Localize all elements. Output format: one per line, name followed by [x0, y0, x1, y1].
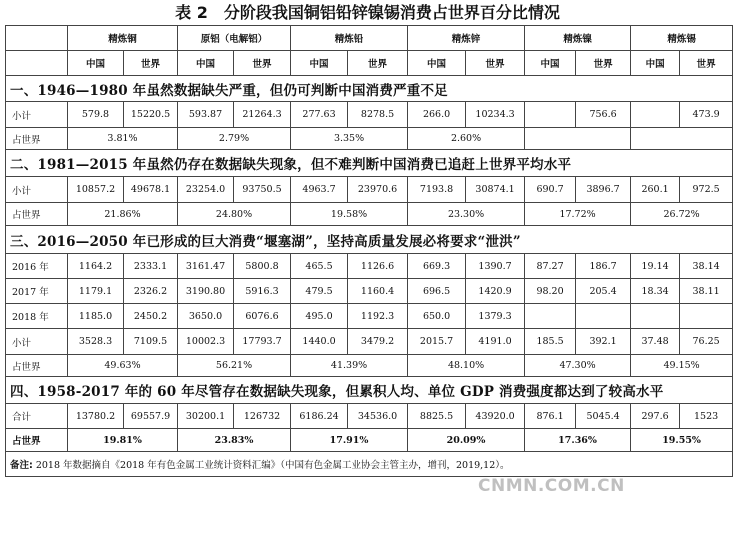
data-cell: 126732 [234, 404, 291, 429]
data-cell: 4191.0 [466, 329, 525, 355]
china-header: 中国 [68, 51, 124, 76]
china-header: 中国 [178, 51, 234, 76]
section-title-row [6, 150, 733, 177]
data-cell: 1192.3 [348, 304, 408, 329]
data-cell: 3190.80 [178, 279, 234, 304]
data-cell: 8278.5 [348, 102, 408, 128]
data-cell [631, 304, 680, 329]
data-cell: 30874.1 [466, 177, 525, 203]
data-cell: 3896.7 [576, 177, 631, 203]
metal-header: 原铝（电解铝） [178, 26, 291, 51]
data-cell: 2326.2 [124, 279, 178, 304]
data-cell: 479.5 [291, 279, 348, 304]
share-cell: 17.91% [291, 429, 408, 452]
subtotal-row [6, 177, 733, 203]
data-cell: 690.7 [525, 177, 576, 203]
share-row [6, 203, 733, 226]
share-cell: 20.09% [408, 429, 525, 452]
china-header: 中国 [525, 51, 576, 76]
note-text: 2018 年数据摘自《2018 年有色金属工业统计资料汇编》（中国有色金属工业协会主管主办，增刊，2019,12）。 [35, 460, 510, 471]
data-cell: 34536.0 [348, 404, 408, 429]
data-cell: 76.25 [680, 329, 733, 355]
subtotal-row [6, 102, 733, 128]
data-cell: 10234.3 [466, 102, 525, 128]
share-label: 占世界 [6, 203, 68, 226]
data-cell: 260.1 [631, 177, 680, 203]
data-cell: 2450.2 [124, 304, 178, 329]
share-cell: 19.58% [291, 203, 408, 226]
data-cell: 13780.2 [68, 404, 124, 429]
data-cell: 650.0 [408, 304, 466, 329]
share-cell: 19.55% [631, 429, 733, 452]
share-cell: 56.21% [178, 355, 291, 377]
data-cell: 277.63 [291, 102, 348, 128]
share-cell: 49.15% [631, 355, 733, 377]
year-row [6, 279, 733, 304]
data-cell: 266.0 [408, 102, 466, 128]
world-header: 世界 [466, 51, 525, 76]
share-cell [631, 128, 733, 150]
data-cell: 3479.2 [348, 329, 408, 355]
note-row [6, 452, 733, 477]
china-header: 中国 [631, 51, 680, 76]
data-cell: 696.5 [408, 279, 466, 304]
data-cell: 1379.3 [466, 304, 525, 329]
data-cell: 19.14 [631, 254, 680, 279]
world-header: 世界 [234, 51, 291, 76]
data-cell [631, 102, 680, 128]
data-cell: 43920.0 [466, 404, 525, 429]
data-cell: 93750.5 [234, 177, 291, 203]
section-title: 三、2016—2050 年已形成的巨大消费“堰塞湖”，坚持高质量发展必将要求“泄洪” [6, 226, 733, 254]
data-cell: 23254.0 [178, 177, 234, 203]
share-cell: 48.10% [408, 355, 525, 377]
section-title: 二、1981—2015 年虽然仍存在数据缺失现象，但不难判断中国消费已追赶上世界平均水平 [6, 150, 733, 177]
header-row-metals [6, 26, 733, 51]
data-cell: 2333.1 [124, 254, 178, 279]
share-cell: 23.83% [178, 429, 291, 452]
note-label: 备注: [10, 460, 33, 471]
data-cell: 10857.2 [68, 177, 124, 203]
data-cell: 593.87 [178, 102, 234, 128]
metal-header: 精炼锡 [631, 26, 733, 51]
data-cell: 5045.4 [576, 404, 631, 429]
data-cell: 1179.1 [68, 279, 124, 304]
total-row [6, 404, 733, 429]
china-header: 中国 [408, 51, 466, 76]
row-label: 2018 年 [6, 304, 68, 329]
corner-cell [6, 51, 68, 76]
share-cell: 17.36% [525, 429, 631, 452]
data-cell: 23970.6 [348, 177, 408, 203]
data-cell [680, 304, 733, 329]
share-cell: 2.79% [178, 128, 291, 150]
note-cell [6, 452, 733, 477]
china-header: 中国 [291, 51, 348, 76]
data-cell: 87.27 [525, 254, 576, 279]
data-cell: 17793.7 [234, 329, 291, 355]
share-row [6, 355, 733, 377]
data-cell [525, 102, 576, 128]
data-cell: 1523 [680, 404, 733, 429]
subtotal-row [6, 329, 733, 355]
metal-header: 精炼铅 [291, 26, 408, 51]
data-cell: 4963.7 [291, 177, 348, 203]
data-cell: 185.5 [525, 329, 576, 355]
data-cell: 98.20 [525, 279, 576, 304]
data-cell: 876.1 [525, 404, 576, 429]
data-cell: 1160.4 [348, 279, 408, 304]
data-cell: 21264.3 [234, 102, 291, 128]
data-cell: 205.4 [576, 279, 631, 304]
world-header: 世界 [348, 51, 408, 76]
data-cell: 669.3 [408, 254, 466, 279]
share-cell: 23.30% [408, 203, 525, 226]
row-label: 小计 [6, 177, 68, 203]
data-cell: 38.14 [680, 254, 733, 279]
metal-header: 精炼铜 [68, 26, 178, 51]
data-cell: 6186.24 [291, 404, 348, 429]
data-cell: 465.5 [291, 254, 348, 279]
share-cell: 3.35% [291, 128, 408, 150]
share-cell: 26.72% [631, 203, 733, 226]
row-label: 2017 年 [6, 279, 68, 304]
share-cell [525, 128, 631, 150]
share-cell: 2.60% [408, 128, 525, 150]
world-header: 世界 [680, 51, 733, 76]
data-cell: 473.9 [680, 102, 733, 128]
share-label: 占世界 [6, 128, 68, 150]
data-cell: 756.6 [576, 102, 631, 128]
share-cell: 17.72% [525, 203, 631, 226]
consumption-table [5, 25, 733, 477]
data-cell: 10002.3 [178, 329, 234, 355]
section-title-row [6, 76, 733, 102]
data-cell: 2015.7 [408, 329, 466, 355]
data-cell: 972.5 [680, 177, 733, 203]
year-row [6, 304, 733, 329]
data-cell: 1420.9 [466, 279, 525, 304]
data-cell: 392.1 [576, 329, 631, 355]
data-cell: 186.7 [576, 254, 631, 279]
data-cell [576, 304, 631, 329]
data-cell [525, 304, 576, 329]
corner-cell [6, 26, 68, 51]
data-cell: 5916.3 [234, 279, 291, 304]
share-label: 占世界 [6, 429, 68, 452]
year-row [6, 254, 733, 279]
data-cell: 3650.0 [178, 304, 234, 329]
data-cell: 579.8 [68, 102, 124, 128]
data-cell: 7109.5 [124, 329, 178, 355]
row-label: 小计 [6, 102, 68, 128]
share-cell: 24.80% [178, 203, 291, 226]
row-label: 合计 [6, 404, 68, 429]
data-cell: 1164.2 [68, 254, 124, 279]
data-cell: 18.34 [631, 279, 680, 304]
data-cell: 37.48 [631, 329, 680, 355]
data-cell: 5800.8 [234, 254, 291, 279]
data-cell: 3161.47 [178, 254, 234, 279]
share-cell: 47.30% [525, 355, 631, 377]
share-cell: 21.86% [68, 203, 178, 226]
share-cell: 19.81% [68, 429, 178, 452]
row-label: 小计 [6, 329, 68, 355]
world-header: 世界 [124, 51, 178, 76]
share-cell: 49.63% [68, 355, 178, 377]
share-cell: 41.39% [291, 355, 408, 377]
section-title-row [6, 226, 733, 254]
section-title: 四、1958-2017 年的 60 年尽管存在数据缺失现象，但累积人均、单位 GDP 消费强度都达到了较高水平 [6, 377, 733, 404]
metal-header: 精炼锌 [408, 26, 525, 51]
share-row [6, 429, 733, 452]
data-cell: 49678.1 [124, 177, 178, 203]
share-row [6, 128, 733, 150]
data-cell: 3528.3 [68, 329, 124, 355]
data-cell: 6076.6 [234, 304, 291, 329]
share-cell: 3.81% [68, 128, 178, 150]
row-label: 2016 年 [6, 254, 68, 279]
data-cell: 495.0 [291, 304, 348, 329]
section-title-row [6, 377, 733, 404]
data-cell: 69557.9 [124, 404, 178, 429]
share-label: 占世界 [6, 355, 68, 377]
data-cell: 297.6 [631, 404, 680, 429]
data-cell: 30200.1 [178, 404, 234, 429]
section-title: 一、1946—1980 年虽然数据缺失严重，但仍可判断中国消费严重不足 [6, 76, 733, 102]
data-cell: 38.11 [680, 279, 733, 304]
metal-header: 精炼镍 [525, 26, 631, 51]
table-title: 表 2 分阶段我国铜铝铅锌镍锡消费占世界百分比情况 [175, 3, 560, 22]
data-cell: 7193.8 [408, 177, 466, 203]
data-cell: 1185.0 [68, 304, 124, 329]
data-cell: 1390.7 [466, 254, 525, 279]
header-row-regions [6, 51, 733, 76]
world-header: 世界 [576, 51, 631, 76]
watermark: CNMN.COM.CN [478, 476, 625, 496]
data-cell: 8825.5 [408, 404, 466, 429]
data-cell: 1440.0 [291, 329, 348, 355]
data-cell: 1126.6 [348, 254, 408, 279]
data-cell: 15220.5 [124, 102, 178, 128]
